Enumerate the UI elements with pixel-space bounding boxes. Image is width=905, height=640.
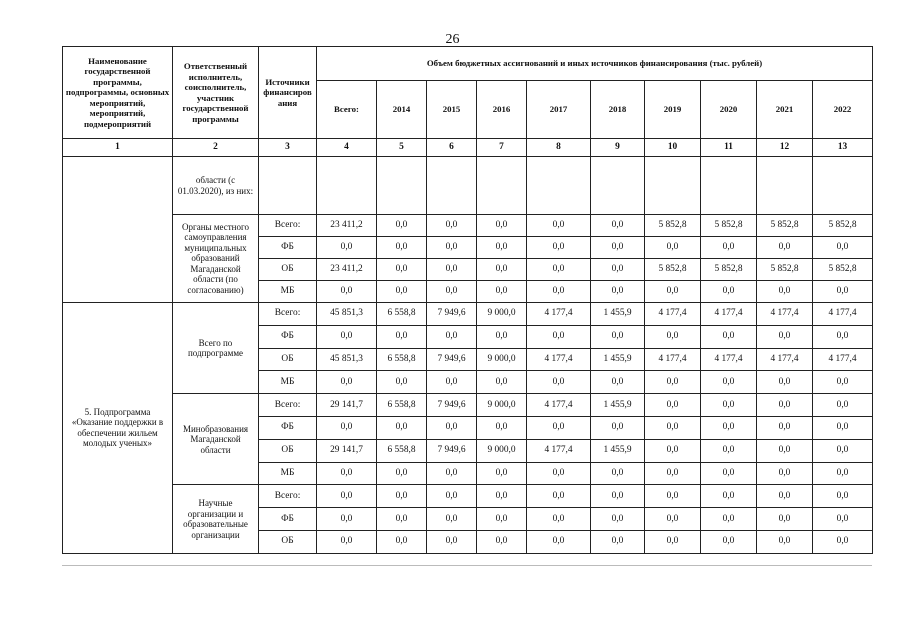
value-cell: 0,0 [813, 485, 873, 508]
value-cell: 0,0 [591, 215, 645, 237]
value-cell: 0,0 [317, 485, 377, 508]
value-cell: 9 000,0 [477, 439, 527, 462]
value-cell: 7 949,6 [427, 439, 477, 462]
column-number: 4 [317, 139, 377, 157]
executor-cell: области (с 01.03.2020), из них: [173, 157, 259, 215]
value-cell: 0,0 [701, 508, 757, 531]
source-cell: ОБ [259, 530, 317, 553]
value-cell: 7 949,6 [427, 303, 477, 326]
program-name-cell: 5. Подпрограмма «Оказание поддержки в обеспечении жильем молодых ученых» [63, 303, 173, 554]
budget-table-container [62, 46, 873, 554]
value-cell: 4 177,4 [527, 394, 591, 417]
value-cell: 0,0 [477, 237, 527, 259]
value-cell: 0,0 [317, 462, 377, 485]
value-cell: 0,0 [645, 439, 701, 462]
value-cell: 0,0 [813, 325, 873, 348]
value-cell: 0,0 [813, 508, 873, 531]
value-cell: 0,0 [427, 530, 477, 553]
value-cell: 0,0 [701, 462, 757, 485]
value-cell: 0,0 [477, 281, 527, 303]
value-cell: 23 411,2 [317, 259, 377, 281]
value-cell: 0,0 [813, 530, 873, 553]
value-cell-empty [757, 157, 813, 215]
value-cell: 0,0 [591, 237, 645, 259]
column-number: 6 [427, 139, 477, 157]
value-cell: 29 141,7 [317, 439, 377, 462]
page-number: 26 [445, 32, 460, 47]
value-cell: 0,0 [477, 325, 527, 348]
value-cell: 0,0 [317, 530, 377, 553]
header-executor: Ответственный исполнитель, соисполнитель, участник государственной программы [173, 47, 259, 139]
header-year: 2018 [591, 81, 645, 139]
value-cell: 0,0 [317, 325, 377, 348]
page-bottom-rule [62, 565, 872, 566]
table-body [63, 157, 873, 554]
value-cell: 0,0 [477, 462, 527, 485]
value-cell: 0,0 [645, 371, 701, 394]
value-cell: 0,0 [477, 530, 527, 553]
source-cell: МБ [259, 281, 317, 303]
value-cell: 0,0 [813, 394, 873, 417]
header-total: Всего: [317, 81, 377, 139]
value-cell: 0,0 [377, 281, 427, 303]
value-cell: 0,0 [377, 371, 427, 394]
column-number: 9 [591, 139, 645, 157]
value-cell: 0,0 [645, 281, 701, 303]
value-cell: 0,0 [813, 416, 873, 439]
value-cell: 0,0 [527, 508, 591, 531]
value-cell: 0,0 [757, 508, 813, 531]
value-cell: 0,0 [477, 215, 527, 237]
source-cell: Всего: [259, 303, 317, 326]
value-cell: 0,0 [701, 416, 757, 439]
column-number: 2 [173, 139, 259, 157]
value-cell: 0,0 [645, 416, 701, 439]
value-cell: 0,0 [701, 530, 757, 553]
value-cell: 1 455,9 [591, 348, 645, 371]
value-cell: 9 000,0 [477, 394, 527, 417]
value-cell: 0,0 [757, 371, 813, 394]
value-cell: 4 177,4 [757, 303, 813, 326]
source-cell: МБ [259, 462, 317, 485]
value-cell: 4 177,4 [527, 348, 591, 371]
column-number: 8 [527, 139, 591, 157]
header-year: 2015 [427, 81, 477, 139]
executor-cell: Всего по подпрограмме [173, 303, 259, 394]
table-row [63, 215, 873, 237]
value-cell: 0,0 [591, 485, 645, 508]
value-cell: 0,0 [377, 325, 427, 348]
budget-table [62, 46, 873, 554]
table-row [63, 394, 873, 417]
value-cell: 0,0 [757, 485, 813, 508]
value-cell: 1 455,9 [591, 394, 645, 417]
table-row [63, 303, 873, 326]
value-cell: 0,0 [757, 394, 813, 417]
value-cell: 0,0 [477, 485, 527, 508]
value-cell: 0,0 [317, 237, 377, 259]
value-cell-empty [645, 157, 701, 215]
value-cell: 0,0 [757, 530, 813, 553]
value-cell: 0,0 [427, 371, 477, 394]
value-cell: 4 177,4 [813, 348, 873, 371]
column-number-row [63, 139, 873, 157]
header-year: 2020 [701, 81, 757, 139]
value-cell: 0,0 [645, 508, 701, 531]
value-cell: 0,0 [701, 439, 757, 462]
value-cell: 6 558,8 [377, 303, 427, 326]
value-cell-empty [317, 157, 377, 215]
value-cell: 5 852,8 [701, 215, 757, 237]
header-program-name: Наименование государственной программы, подпрограммы, основных мероприятий, мероприятий, подмероприятий [63, 47, 173, 139]
value-cell-empty [477, 157, 527, 215]
value-cell: 4 177,4 [645, 303, 701, 326]
value-cell: 23 411,2 [317, 215, 377, 237]
value-cell: 6 558,8 [377, 348, 427, 371]
value-cell: 0,0 [591, 281, 645, 303]
header-year: 2019 [645, 81, 701, 139]
value-cell: 0,0 [477, 416, 527, 439]
column-number: 3 [259, 139, 317, 157]
value-cell: 0,0 [427, 325, 477, 348]
source-cell: ФБ [259, 508, 317, 531]
source-cell: ФБ [259, 416, 317, 439]
table-row [63, 485, 873, 508]
source-cell: Всего: [259, 485, 317, 508]
value-cell: 6 558,8 [377, 439, 427, 462]
value-cell: 0,0 [701, 237, 757, 259]
value-cell: 0,0 [527, 259, 591, 281]
value-cell: 0,0 [645, 325, 701, 348]
value-cell: 0,0 [427, 259, 477, 281]
value-cell: 45 851,3 [317, 348, 377, 371]
value-cell: 9 000,0 [477, 348, 527, 371]
value-cell: 0,0 [377, 215, 427, 237]
value-cell: 7 949,6 [427, 394, 477, 417]
value-cell: 0,0 [813, 462, 873, 485]
value-cell: 1 455,9 [591, 303, 645, 326]
value-cell: 4 177,4 [527, 303, 591, 326]
value-cell: 0,0 [527, 485, 591, 508]
value-cell: 0,0 [757, 462, 813, 485]
header-year: 2017 [527, 81, 591, 139]
column-number: 12 [757, 139, 813, 157]
value-cell: 0,0 [377, 530, 427, 553]
value-cell: 0,0 [591, 416, 645, 439]
value-cell: 0,0 [757, 416, 813, 439]
column-number: 5 [377, 139, 427, 157]
value-cell: 4 177,4 [757, 348, 813, 371]
value-cell-empty [591, 157, 645, 215]
source-cell: ФБ [259, 325, 317, 348]
value-cell: 0,0 [701, 485, 757, 508]
value-cell: 0,0 [701, 371, 757, 394]
column-number: 1 [63, 139, 173, 157]
value-cell: 0,0 [813, 237, 873, 259]
value-cell: 0,0 [527, 371, 591, 394]
value-cell: 5 852,8 [645, 259, 701, 281]
value-cell: 0,0 [813, 371, 873, 394]
value-cell: 4 177,4 [645, 348, 701, 371]
value-cell: 6 558,8 [377, 394, 427, 417]
executor-cell: Минобразования Магаданской области [173, 394, 259, 485]
value-cell: 0,0 [427, 485, 477, 508]
value-cell: 0,0 [645, 237, 701, 259]
value-cell: 0,0 [813, 439, 873, 462]
value-cell: 0,0 [527, 215, 591, 237]
executor-cell: Органы местного самоуправления муниципальных образований Магаданской области (по согласованию) [173, 215, 259, 303]
source-cell-empty [259, 157, 317, 215]
value-cell: 4 177,4 [813, 303, 873, 326]
value-cell: 0,0 [377, 485, 427, 508]
source-cell: ФБ [259, 237, 317, 259]
column-number: 13 [813, 139, 873, 157]
table-row [63, 157, 873, 215]
value-cell: 0,0 [317, 508, 377, 531]
value-cell: 0,0 [527, 325, 591, 348]
header-year: 2016 [477, 81, 527, 139]
value-cell: 0,0 [477, 371, 527, 394]
value-cell: 0,0 [757, 237, 813, 259]
value-cell: 0,0 [701, 281, 757, 303]
column-number: 10 [645, 139, 701, 157]
value-cell: 0,0 [645, 462, 701, 485]
value-cell: 5 852,8 [813, 259, 873, 281]
source-cell: Всего: [259, 394, 317, 417]
value-cell: 7 949,6 [427, 348, 477, 371]
header-funding-source: Источники финансиров ания [259, 47, 317, 139]
value-cell: 0,0 [427, 237, 477, 259]
value-cell: 0,0 [427, 281, 477, 303]
value-cell: 0,0 [591, 462, 645, 485]
source-cell: Всего: [259, 215, 317, 237]
value-cell: 0,0 [527, 237, 591, 259]
source-cell: ОБ [259, 348, 317, 371]
value-cell: 29 141,7 [317, 394, 377, 417]
value-cell-empty [427, 157, 477, 215]
value-cell: 0,0 [377, 416, 427, 439]
value-cell: 0,0 [527, 530, 591, 553]
value-cell-empty [813, 157, 873, 215]
value-cell: 0,0 [377, 462, 427, 485]
value-cell: 0,0 [813, 281, 873, 303]
header-year: 2022 [813, 81, 873, 139]
column-number: 7 [477, 139, 527, 157]
value-cell: 4 177,4 [701, 348, 757, 371]
source-cell: МБ [259, 371, 317, 394]
value-cell: 5 852,8 [757, 215, 813, 237]
value-cell: 0,0 [427, 508, 477, 531]
value-cell: 0,0 [427, 462, 477, 485]
value-cell: 5 852,8 [813, 215, 873, 237]
value-cell-empty [701, 157, 757, 215]
value-cell: 0,0 [701, 325, 757, 348]
column-number: 11 [701, 139, 757, 157]
value-cell: 0,0 [645, 485, 701, 508]
value-cell: 4 177,4 [701, 303, 757, 326]
header-year: 2014 [377, 81, 427, 139]
value-cell: 0,0 [527, 462, 591, 485]
value-cell: 0,0 [591, 371, 645, 394]
value-cell: 0,0 [317, 416, 377, 439]
value-cell: 0,0 [591, 530, 645, 553]
value-cell: 5 852,8 [701, 259, 757, 281]
value-cell: 0,0 [477, 259, 527, 281]
value-cell: 0,0 [377, 508, 427, 531]
value-cell: 5 852,8 [645, 215, 701, 237]
header-funding-title: Объем бюджетных ассигнований и иных источников финансирования (тыс. рублей) [317, 47, 873, 81]
value-cell: 9 000,0 [477, 303, 527, 326]
value-cell: 0,0 [591, 259, 645, 281]
value-cell: 0,0 [427, 416, 477, 439]
program-cell-empty [63, 157, 173, 303]
value-cell-empty [377, 157, 427, 215]
value-cell: 0,0 [527, 416, 591, 439]
value-cell: 0,0 [477, 508, 527, 531]
value-cell: 0,0 [317, 371, 377, 394]
value-cell: 0,0 [645, 530, 701, 553]
header-year: 2021 [757, 81, 813, 139]
value-cell: 0,0 [591, 325, 645, 348]
value-cell-empty [527, 157, 591, 215]
value-cell: 45 851,3 [317, 303, 377, 326]
value-cell: 0,0 [377, 259, 427, 281]
value-cell: 4 177,4 [527, 439, 591, 462]
source-cell: ОБ [259, 259, 317, 281]
value-cell: 5 852,8 [757, 259, 813, 281]
executor-cell: Научные организации и образовательные организации [173, 485, 259, 553]
value-cell: 0,0 [591, 508, 645, 531]
value-cell: 0,0 [645, 394, 701, 417]
value-cell: 0,0 [377, 237, 427, 259]
value-cell: 1 455,9 [591, 439, 645, 462]
value-cell: 0,0 [527, 281, 591, 303]
value-cell: 0,0 [757, 325, 813, 348]
value-cell: 0,0 [757, 281, 813, 303]
value-cell: 0,0 [317, 281, 377, 303]
value-cell: 0,0 [701, 394, 757, 417]
value-cell: 0,0 [427, 215, 477, 237]
value-cell: 0,0 [757, 439, 813, 462]
source-cell: ОБ [259, 439, 317, 462]
